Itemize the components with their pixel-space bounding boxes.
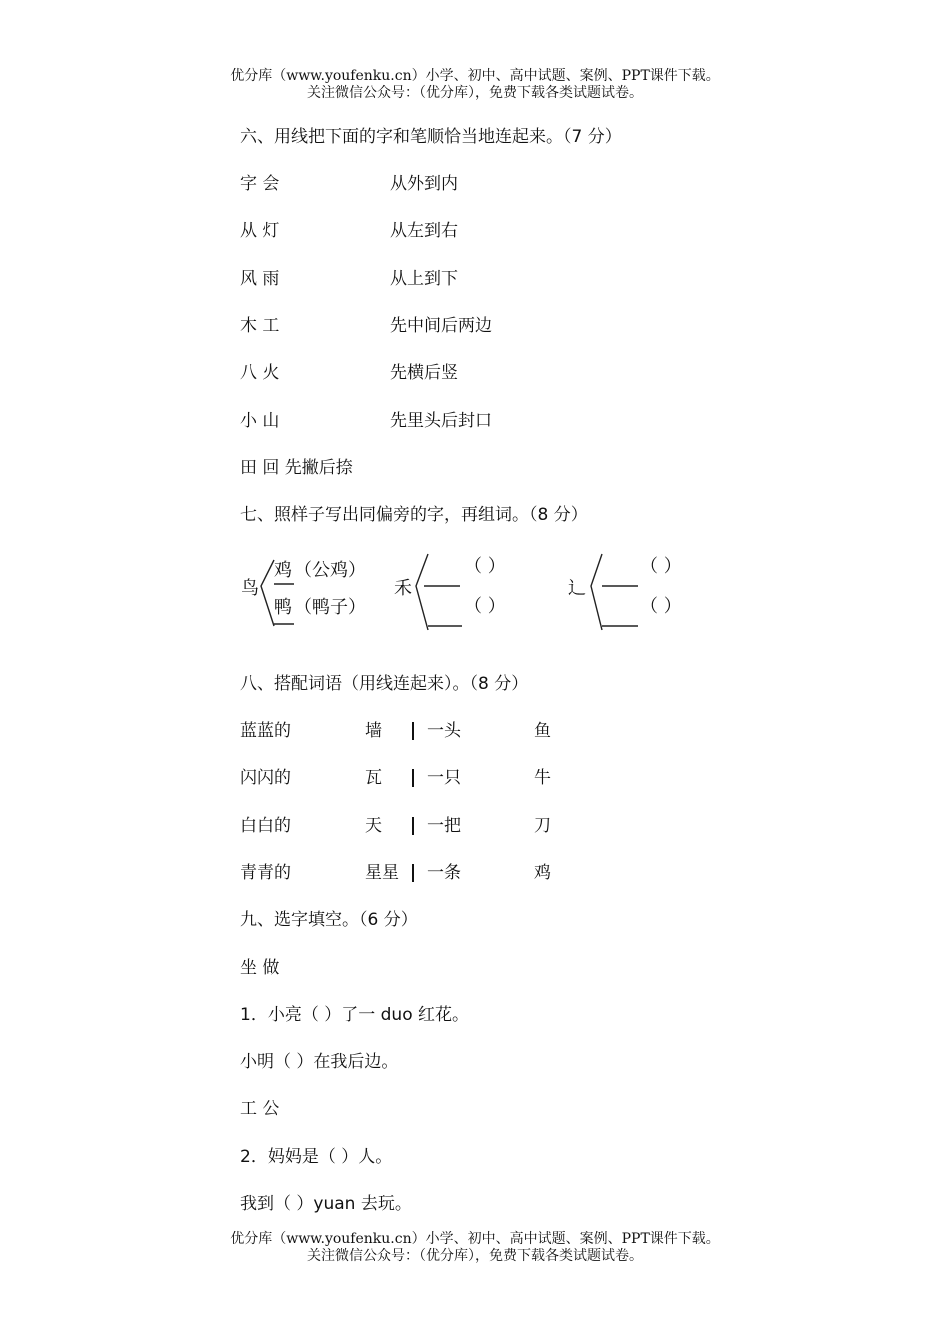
- section8-title: 八、搭配词语（用线连起来）。（8 分）: [240, 674, 529, 694]
- item3-blank-paren-2: （ ）: [640, 596, 682, 617]
- section8-noun-1: 墙: [365, 721, 382, 741]
- section8-noun-3: 天: [365, 816, 382, 836]
- section9-question-2b: 我到（ ）yuan 去玩。: [240, 1194, 412, 1214]
- example-char-2: 鸭: [274, 597, 292, 618]
- section6-chars-2: 从 灯: [240, 221, 280, 241]
- item3-fork-line: [591, 554, 602, 630]
- footer-line-1: 优分库（www.youfenku.cn）小学、初中、高中试题、案例、PPT课件下载。: [230, 1231, 720, 1247]
- section8-divider-1: [412, 722, 414, 740]
- section8-animal-3: 刀: [534, 816, 551, 836]
- section8-animal-2: 牛: [534, 768, 551, 788]
- section9-title: 九、选字填空。（6 分）: [240, 910, 418, 930]
- item3-blank-paren-1: （ ）: [640, 556, 682, 577]
- item2-blank-paren-1: （ ）: [464, 556, 506, 577]
- section9-question-2a: 2．妈妈是（ ）人。: [240, 1147, 393, 1167]
- section6-rule-1: 从外到内: [390, 174, 458, 194]
- section8-measure-1: 一头: [427, 721, 461, 741]
- section6-rule-5: 先横后竖: [390, 363, 458, 383]
- section6-chars-6: 小 山: [240, 411, 280, 431]
- item2-fork-line: [416, 554, 428, 630]
- section8-divider-4: [412, 864, 414, 882]
- section6-last-row: 田 回 先撇后捺: [240, 458, 353, 478]
- section6-rule-3: 从上到下: [390, 269, 458, 289]
- example-radical: 鸟: [241, 578, 259, 599]
- section6-rule-2: 从左到右: [390, 221, 458, 241]
- item2-blank-paren-2: （ ）: [464, 596, 506, 617]
- item3-radical: 辶: [568, 578, 586, 599]
- section9-question-1a: 1．小亮（ ）了一 duo 红花。: [240, 1005, 469, 1025]
- section9-group-2: 工 公: [240, 1099, 280, 1119]
- section6-chars-1: 字 会: [240, 174, 280, 194]
- section6-title: 六、用线把下面的字和笔顺恰当地连起来。（7 分）: [240, 127, 622, 147]
- section8-adj-2: 闪闪的: [240, 768, 291, 788]
- page-header: [0, 68, 950, 102]
- example-char-1: 鸡: [274, 560, 292, 581]
- section6-chars-5: 八 火: [240, 363, 280, 383]
- section8-adj-3: 白白的: [240, 816, 291, 836]
- section8-measure-2: 一只: [427, 768, 461, 788]
- section8-divider-2: [412, 769, 414, 787]
- section8-noun-4: 星星: [365, 863, 399, 883]
- section9-question-1b: 小明（ ）在我后边。: [240, 1052, 399, 1072]
- radical-diagram: [236, 546, 716, 638]
- section6-chars-4: 木 工: [240, 316, 280, 336]
- section8-noun-2: 瓦: [365, 768, 382, 788]
- item2-radical: 禾: [394, 578, 412, 599]
- section9-group-1: 坐 做: [240, 958, 280, 978]
- section6-rule-4: 先中间后两边: [390, 316, 492, 336]
- section8-measure-3: 一把: [427, 816, 461, 836]
- example-word-1: （公鸡）: [294, 560, 366, 581]
- section6-chars-3: 风 雨: [240, 269, 280, 289]
- example-word-2: （鸭子）: [294, 597, 366, 618]
- section6-rule-6: 先里头后封口: [390, 411, 492, 431]
- page-footer: [0, 1231, 950, 1265]
- section8-adj-1: 蓝蓝的: [240, 721, 291, 741]
- section8-adj-4: 青青的: [240, 863, 291, 883]
- section8-animal-4: 鸡: [534, 863, 551, 883]
- header-line-2: 关注微信公众号：（优分库），免费下载各类试题试卷。: [307, 85, 643, 101]
- footer-line-2: 关注微信公众号：（优分库），免费下载各类试题试卷。: [307, 1248, 643, 1264]
- example-fork-line: [261, 560, 274, 626]
- section8-measure-4: 一条: [427, 863, 461, 883]
- section7-title: 七、照样子写出同偏旁的字，再组词。（8 分）: [240, 505, 588, 525]
- section8-divider-3: [412, 817, 414, 835]
- header-line-1: 优分库（www.youfenku.cn）小学、初中、高中试题、案例、PPT课件下载。: [230, 68, 720, 84]
- section8-animal-1: 鱼: [534, 721, 551, 741]
